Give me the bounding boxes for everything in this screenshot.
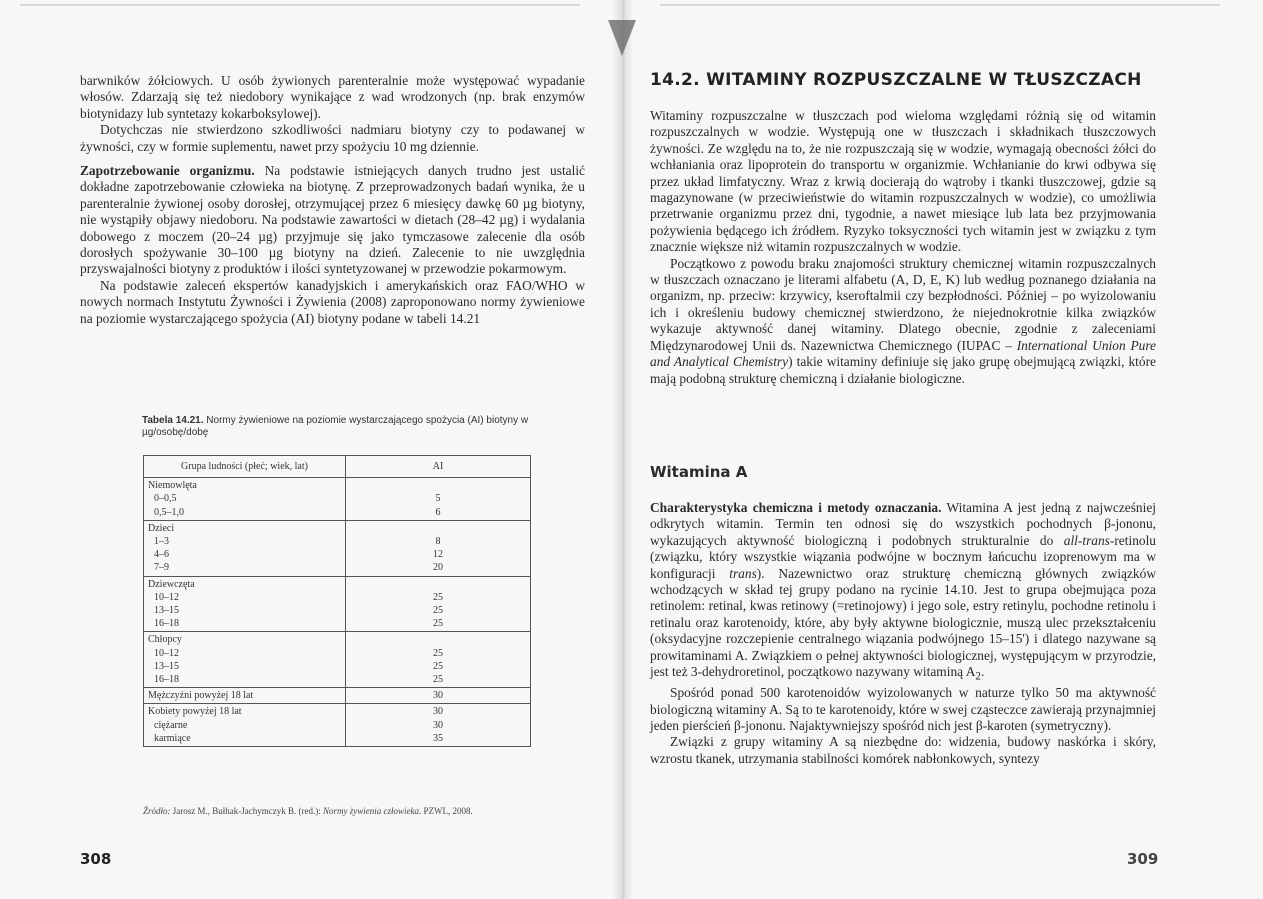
- group-name: Chłopcy: [148, 634, 182, 646]
- ai-value: 8: [435, 536, 441, 548]
- source-label: Źródło:: [143, 806, 171, 816]
- para-text: .: [980, 664, 985, 680]
- page-number-right: 309: [1127, 850, 1159, 868]
- table-group-infants: [144, 478, 531, 521]
- table-group-women: [144, 704, 531, 747]
- recommendation-paragraph: Na podstawie zaleceń ekspertów kanadyjskich i amerykańskich oraz FAO/WHO w nowych normach Instytutu Żywności i Żywienia (2008) zaproponowano normy żywieniowe na poziomie wystarczającego spożycia (AI) biotyny podane w tabeli 14.21: [80, 277, 585, 326]
- group-name: Dzieci: [148, 522, 175, 534]
- demand-heading: Zapotrzebowanie organizmu.: [80, 163, 255, 179]
- table-group-girls: [144, 576, 531, 632]
- source-title: Normy żywienia człowieka: [322, 806, 419, 816]
- age-label: 10–12: [154, 647, 179, 659]
- scan-edge-noise: [20, 4, 580, 6]
- book-gutter: [612, 0, 634, 899]
- charac-heading: Charakterystyka chemiczna i metody oznaczania.: [650, 500, 942, 515]
- para-text: Witamina A jest jedną z najwcześniej odkrytych witamin. Termin ten odnosi się do wszystkich pochodnych β-jononu, wykazujących aktywność biologiczną i podobnych strukturalnie do: [650, 500, 1156, 548]
- section-title: 14.2. WITAMINY ROZPUSZCZALNE W TŁUSZCZACH: [650, 70, 1142, 90]
- age-label: 4–6: [154, 549, 169, 561]
- para-text: -retinolu (związku, który wszystkie wiązania podwójne w bocznym łańcuchu izoprenowym ma w konfiguracji: [650, 532, 1156, 581]
- age-label: 10–12: [154, 591, 179, 603]
- age-label: 16–18: [154, 674, 179, 686]
- page-number-left: 308: [80, 850, 112, 868]
- ai-value: 25: [433, 660, 443, 672]
- group-name: Mężczyźni powyżej 18 lat: [148, 690, 254, 702]
- group-name: Niemowlęta: [148, 480, 197, 492]
- subscript: 2: [975, 670, 981, 683]
- right-text-column-2: [650, 500, 1156, 767]
- ai-value: 25: [433, 647, 443, 659]
- women-status: karmiące: [154, 732, 191, 744]
- ai-value: 25: [433, 605, 443, 617]
- para-text: Początkowo z powodu braku znajomości struktury chemicznej witamin rozpuszczalnych w tłuszczach oznaczano je literami alfabetu (A, D, E, K) lub według poznanego działania na organizm, np. przeciw: krzywicy, kseroftalmii czy bezpłodności. Później – po wyizolowaniu ich i określeniu budowy chemicznej stwierdzono, że niejednokrotnie kilka związków wykazuje aktywność danej witaminy. Dlatego obecnie, zgodnie z zaleceniami Międzynarodowej Unii ds. Nazewnictwa Chemicznego (IUPAC –: [650, 255, 1156, 353]
- ai-value: 12: [433, 549, 443, 561]
- table-group-boys: [144, 632, 531, 688]
- age-label: 13–15: [154, 660, 179, 672]
- charac-paragraph: [650, 500, 1156, 685]
- para-text: ) takie witaminy definiuje się jako grupę obejmującą związki, które mają podobną strukturę chemiczną i działanie biologiczne.: [650, 354, 1157, 386]
- source-tail: . PZWL, 2008.: [418, 806, 473, 816]
- table-caption: [142, 415, 542, 439]
- group-name: Dziewczęta: [148, 578, 195, 590]
- age-label: 0,5–1,0: [154, 506, 184, 518]
- para-text: ). Nazewnictwo oraz strukturę chemiczną głównych związków wchodzących w skład tej grupy podano na rycinie 14.10. Jest to grupa obejmująca poza retinolem: retinal, kwas retinowy (=retinojowy) i jego sole, estry retinylu, pochodne retinolu i retinalu oraz karotenoidy, które, aby były aktywne biologicznie, muszą ulec przekształceniu (oksydacyjne rozczepienie centralnego wiązania podwójnego 15–15') i dlatego nazywane są prowitaminami A. Związkiem o pełnej aktywności biologicznej, występującym w przyrodzie, jest też 3-dehydroretinol, początkowo nazywany witaminą A: [650, 565, 1156, 680]
- iupac-full-name: International Union Pure and Analytical Chemistry: [650, 337, 1156, 370]
- header-ai: AI: [346, 456, 531, 478]
- age-label: 7–9: [154, 562, 169, 574]
- ai-value: 6: [435, 506, 441, 518]
- paragraph: barwników żółciowych. U osób żywionych parenteralnie może występować wypadanie włosów. Zdarzają się też niedobory wynikające z wad wrodzonych (np. brak enzymów biotynidazy lub syntetazy kokarboksylowej).: [80, 73, 585, 121]
- left-text-column: [80, 73, 585, 327]
- age-label: 0–0,5: [154, 493, 177, 505]
- ai-value: 30: [433, 706, 443, 718]
- women-status: ciężarne: [154, 719, 188, 731]
- table-caption-text: Normy żywieniowe na poziomie wystarczającego spożycia (AI) biotyny w µg/osobę/dobę: [142, 415, 529, 438]
- italic-term: all-trans: [1063, 532, 1110, 548]
- ai-value: 5: [435, 493, 441, 505]
- subsection-title: Witamina A: [650, 463, 748, 481]
- needs-paragraph: Związki z grupy witaminy A są niezbędne do: widzenia, budowy naskórka i skóry, wzrostu tkanek, utrzymania stabilności komórek nabłonkowych, syntezy: [650, 734, 1156, 766]
- source-authors: Jarosz M., Bułhak-Jachymczyk B. (red.):: [170, 806, 323, 816]
- ai-value: 25: [433, 591, 443, 603]
- italic-term: trans: [729, 565, 757, 581]
- ai-value: 25: [433, 618, 443, 630]
- binding-mark: [608, 20, 636, 56]
- age-label: 13–15: [154, 605, 179, 617]
- age-label: 1–3: [154, 536, 169, 548]
- demand-text: Na podstawie istniejących danych trudno jest ustalić dokładne zapotrzebowanie człowieka na biotynę. Z przeprowadzonych badań wynika, że u parenteralnie żywionej osoby dorosłej, otrzymującej przez 6 miesięcy dawkę 60 µg biotyny, nie wystąpiły objawy niedoboru. Na podstawie zawartości w dietach (28–42 µg) i wydalania dobowego z moczem (20–24 µg) przyjmuje się jako tymczasowe zalecenie dla osób dorosłych spożywanie 30–100 µg biotyny na dzień. Zalecenie to nie uwzględnia przyswajalności biotyny z produktów i ilości syntetyzowanej w przewodzie pokarmowym.: [80, 163, 585, 277]
- table-caption-label: Tabela 14.21.: [142, 415, 204, 426]
- table-group-children: [144, 520, 531, 576]
- table-header-row: [144, 456, 531, 478]
- demand-paragraph: [80, 163, 585, 278]
- iupac-paragraph: [650, 256, 1156, 387]
- ai-value: 35: [433, 732, 443, 744]
- group-name: Kobiety powyżej 18 lat: [148, 706, 242, 718]
- carotenoid-paragraph: Spośród ponad 500 karotenoidów wyizolowanych w naturze tylko 50 ma aktywność biologiczną witaminy A. Są to te karotenoidy, które w swej cząsteczce zawierają przynajmniej jeden pierścień β-jononu. Najaktywniejszy spośród nich jest β-karoten (symetryczny).: [650, 685, 1156, 733]
- biotin-norms-table: [143, 455, 531, 747]
- header-group: Grupa ludności (płeć; wiek, lat): [144, 456, 346, 478]
- scan-edge-noise: [660, 4, 1220, 6]
- table-source: [143, 805, 543, 817]
- right-text-column: [650, 108, 1156, 387]
- age-label: 16–18: [154, 618, 179, 630]
- table-group-men: [144, 688, 531, 704]
- ai-value: 25: [433, 674, 443, 686]
- ai-value: 30: [433, 690, 443, 702]
- ai-value: 30: [433, 719, 443, 731]
- paragraph: Witaminy rozpuszczalne w tłuszczach pod wieloma względami różnią się od witamin rozpuszczalnych w wodzie. Występują one w tłuszczach i składnikach tłuszczowych żywności. Ze względu na to, że nie rozpuszczają się w wodzie, wymagają obecności żółci do wchłaniania oraz lipoprotein do transportu w organizmie. Wchłanianie do krwi odbywa się przez układ limfatyczny. Wraz z krwią docierają do wątroby i tkanki tłuszczowej, gdzie są magazynowane (w przeciwieństwie do witamin rozpuszczalnych w wodzie), co umożliwia przetrwanie organizmu przez dni, tygodnie, a nawet miesiące lub lata bez przyjmowania pożywienia będącego ich źródłem. Ryzyko toksyczności tych witamin jest w związku z tym znacznie większe niż witamin rozpuszczalnych w wodzie.: [650, 108, 1156, 255]
- paragraph: Dotychczas nie stwierdzono szkodliwości nadmiaru biotyny czy to podawanej w żywności, czy w formie suplementu, nawet przy spożyciu 10 mg dziennie.: [80, 122, 585, 154]
- ai-value: 20: [433, 562, 443, 574]
